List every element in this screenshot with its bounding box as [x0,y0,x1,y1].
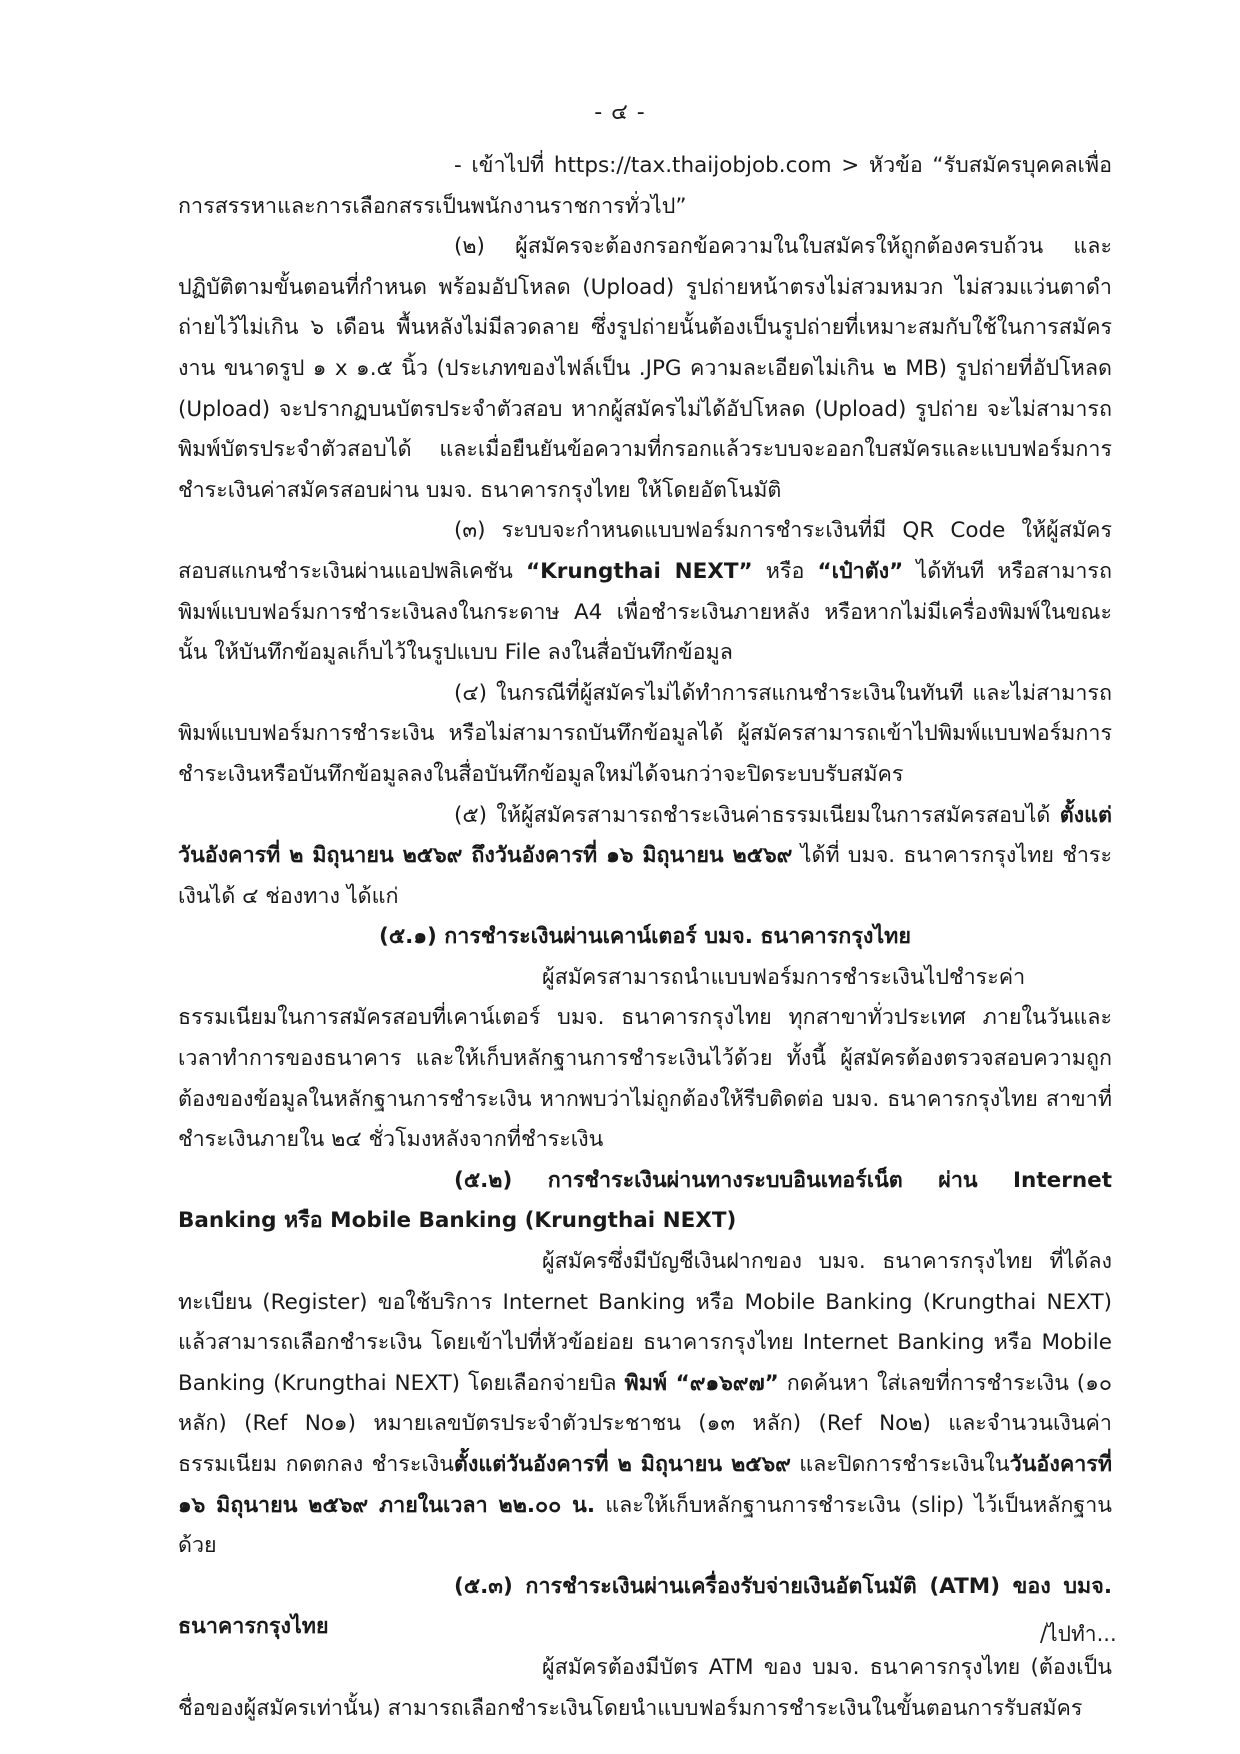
payment-start: ตั้งแต่วันอังคารที่ ๒ มิถุนายน ๒๕๖๙ [453,1452,791,1477]
paragraph-5-1: ผู้สมัครสามารถนำแบบฟอร์มการชำระเงินไปชำระค่าธรรมเนียมในการสมัครสอบที่เคาน์เตอร์ บมจ. ธนาคารกรุงไทย ทุกสาขาทั่วประเทศ ภายในวันและเวลาทำการของธนาคาร และให้เก็บหลักฐานการชำระเงินไว้ด้วย ทั้งนี้ ผู้สมัครต้องตรวจสอบความถูกต้องของข้อมูลในหลักฐานการชำระเงิน หากพบว่าไม่ถูกต้องให้รีบติดต่อ บมจ. ธนาคารกรุงไทย สาขาที่ชำระเงินภายใน ๒๔ ชั่วโมงหลังจากที่ชำระเงิน [178,964,1112,1153]
heading-5-3-text: (๕.๓) การชำระเงินผ่านเครื่องรับจ่ายเงินอัตโนมัติ (ATM) ของ บมจ. ธนาคารกรุงไทย [178,1573,1112,1640]
paragraph-5 [178,796,1112,918]
continuation-marker: /ไปทำ... [1040,1622,1117,1646]
paragraph-website: - เข้าไปที่ https://tax.thaijobjob.com > หัวข้อ “รับสมัครบุคคลเพื่อการสรรหาและการเลือกสรรเป็นพนักงานราชการทั่วไป” [178,153,1112,219]
heading-5-1-text: (๕.๑) การชำระเงินผ่านเคาน์เตอร์ บมจ. ธนาคารกรุงไทย [379,924,911,950]
bill-code: พิมพ์ “๙๑๖๙๗” [624,1370,779,1396]
document-body [178,146,1112,1729]
payment-period: ตั้งแต่วันอังคารที่ ๒ มิถุนายน ๒๕๖๙ ถึงวันอังคารที่ ๑๖ มิถุนายน ๒๕๖๙ [178,802,1112,869]
paragraph-5-3: ผู้สมัครต้องมีบัตร ATM ของ บมจ. ธนาคารกรุงไทย (ต้องเป็นชื่อของผู้สมัครเท่านั้น) สามารถเลือกชำระเงินโดยนำแบบฟอร์มการชำระเงินในขั้นตอนการรับสมัคร [178,1654,1112,1721]
paragraph-5-2-text-e: และปิดการชำระเงินใน [790,1452,1010,1477]
paragraph-5-2-text-g: และให้เก็บหลักฐานการชำระเงิน (slip) ไว้เป็นหลักฐานด้วย [178,1492,1112,1559]
app-name-krungthai-next: “Krungthai NEXT” [525,558,753,584]
heading-5-1 [178,917,1112,958]
paragraph-3-text-c: หรือ [752,558,818,584]
paragraph-5-text-a: (๕) ให้ผู้สมัครสามารถชำระเงินค่าธรรมเนียมในการสมัครสอบได้ [454,802,1060,828]
heading-5-2-text: (๕.๒) การชำระเงินผ่านทางระบบอินเทอร์เน็ต ผ่าน Internet Banking หรือ Mobile Banking (Krungthai NEXT) [178,1167,1112,1234]
page-number: - ๔ - [594,100,646,125]
paragraph-2: (๒) ผู้สมัครจะต้องกรอกข้อความในใบสมัครให้ถูกต้องครบถ้วน และปฏิบัติตามขั้นตอนที่กำหนด พร้อมอัปโหลด (Upload) รูปถ่ายหน้าตรงไม่สวมหมวก ไม่สวมแว่นตาดำ ถ่ายไว้ไม่เกิน ๖ เดือน พื้นหลังไม่มีลวดลาย ซึ่งรูปถ่ายนั้นต้องเป็นรูปถ่ายที่เหมาะสมกับใช้ในการสมัครงาน ขนาดรูป ๑ x ๑.๕ นิ้ว (ประเภทของไฟล์เป็น .JPG ความละเอียดไม่เกิน ๒ MB) รูปถ่ายที่อัปโหลด (Upload) จะปรากฏบนบัตรประจำตัวสอบ หากผู้สมัครไม่ได้อัปโหลด (Upload) รูปถ่าย จะไม่สามารถพิมพ์บัตรประจำตัวสอบได้ และเมื่อยืนยันข้อความที่กรอกแล้วระบบจะออกใบสมัครและแบบฟอร์มการชำระเงินค่าสมัครสอบผ่าน บมจ. ธนาคารกรุงไทย ให้โดยอัตโนมัติ [178,234,1112,503]
paragraph-5-text-c: ได้ที่ บมจ. ธนาคารกรุงไทย ชำระเงินได้ ๔ ช่องทาง ได้แก่ [178,843,1113,909]
paragraph-5-2-text-c: กดค้นหา ใส่เลขที่การชำระเงิน (๑๐ หลัก) (Ref No๑) หมายเลขบัตรประจำตัวประชาชน (๑๓ หลัก) (Ref No๒) และจำนวนเงินค่าธรรมเนียม กดตกลง ชำระเงิน [178,1370,1112,1477]
app-name-paotang: “เป๋าตัง” [817,558,904,584]
heading-5-2 [178,1161,1112,1242]
paragraph-4: (๔) ในกรณีที่ผู้สมัครไม่ได้ทำการสแกนชำระเงินในทันที และไม่สามารถพิมพ์แบบฟอร์มการชำระเงิน หรือไม่สามารถบันทึกข้อมูลได้ ผู้สมัครสามารถเข้าไปพิมพ์แบบฟอร์มการชำระเงินหรือบันทึกข้อมูลลงในสื่อบันทึกข้อมูลใหม่ได้จนกว่าจะปิดระบบรับสมัคร [178,680,1112,787]
paragraph-3-text-a: (๓) ระบบจะกำหนดแบบฟอร์มการชำระเงินที่มี QR Code ให้ผู้สมัครสอบสแกนชำระเงินผ่านแอปพลิเคชัน [178,518,1112,584]
paragraph-3 [178,511,1112,673]
paragraph-5-2-text-a: ผู้สมัครซึ่งมีบัญชีเงินฝากของ บมจ. ธนาคารกรุงไทย ที่ได้ลงทะเบียน (Register) ขอใช้บริการ Internet Banking หรือ Mobile Banking (Krungthai NEXT) แล้วสามารถเลือกชำระเงิน โดยเข้าไปที่หัวข้อย่อย ธนาคารกรุงไทย Internet Banking หรือ Mobile Banking (Krungthai NEXT) โดยเลือกจ่ายบิล [178,1249,1112,1396]
paragraph-3-text-e: ได้ทันที หรือสามารถพิมพ์แบบฟอร์มการชำระเงินลงในกระดาษ A4 เพื่อชำระเงินภายหลัง หรือหากไม่มีเครื่องพิมพ์ในขณะนั้น ให้บันทึกข้อมูลเก็บไว้ในรูปแบบ File ลงในสื่อบันทึกข้อมูล [178,558,1112,666]
paragraph-5-2 [178,1242,1112,1567]
payment-end: วันอังคารที่ ๑๖ มิถุนายน ๒๕๖๙ ภายในเวลา ๒๒.๐๐ น. [178,1452,1112,1518]
heading-5-3 [178,1567,1112,1648]
